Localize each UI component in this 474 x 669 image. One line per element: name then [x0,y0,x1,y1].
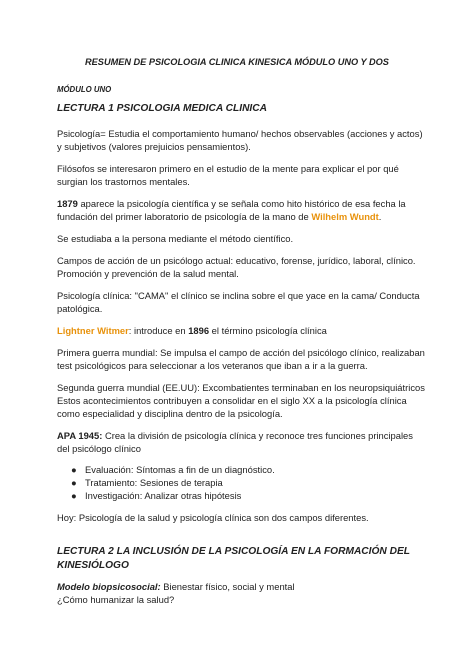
lecture-2-heading: LECTURA 2 LA INCLUSIÓN DE LA PSICOLOGÍA EN LA FORMACIÓN DEL KINESIÓLOGO [57,546,410,571]
list-item-text: Investigación: Analizar otras hipótesis [85,490,242,501]
list-item [57,463,427,476]
bullet-icon: ● [71,464,77,475]
functions-list [57,463,427,502]
modelo-text: Bienestar físico, social y mental [160,581,295,592]
apa-text: Crea la división de psicología clínica y reconoce tres funciones principales del psicólogo clínico [57,430,413,454]
lecture-1-heading: LECTURA 1 PSICOLOGIA MEDICA CLINICA [57,103,267,114]
paragraph-primera-guerra: Primera guerra mundial: Se impulsa el campo de acción del psicólogo clínico, realizaban test psicológicos para seleccionar a los veteranos que iban a ir a la guerra. [57,347,425,371]
year-1896: 1896 [188,325,210,336]
paragraph-metodo: Se estudiaba a la persona mediante el método científico. [57,233,294,244]
paragraph-apa [57,429,427,455]
paragraph-hoy: Hoy: Psicología de la salud y psicología clínica son dos campos diferentes. [57,512,369,523]
paragraph-campos: Campos de acción de un psicólogo actual: educativo, forense, jurídico, laboral, clínico. Promoción y prevención de la salud mental. [57,255,416,279]
module-label: MÓDULO UNO [57,85,112,94]
witmer-name: Lightner Witmer [57,325,129,336]
paragraph-1879-end: . [378,211,382,222]
list-item [57,476,427,489]
paragraph-1879-text: aparece la psicología científica y se señala como hito histórico de esa fecha la fundación del primer laboratorio de psicología de la mano de [57,198,406,222]
bullet-icon: ● [71,477,77,488]
paragraph-witmer [57,324,427,337]
year-1879: 1879 [57,198,78,209]
paragraph-humanizar: ¿Cómo humanizar la salud? [57,594,175,605]
paragraph-modelo [57,580,427,593]
list-item-text: Evaluación: Síntomas a fin de un diagnóstico. [85,464,275,475]
paragraph-psicologia: Psicología= Estudia el comportamiento humano/ hechos observables (acciones y actos) y subjetivos (valores prejuicios pensamientos). [57,128,423,152]
witmer-mid: : introduce en [128,325,189,336]
modelo-label: Modelo biopsicosocial: [57,581,161,592]
wundt-name: Wilhelm Wundt [311,211,379,222]
paragraph-1879 [57,197,427,223]
document-title: RESUMEN DE PSICOLOGIA CLINICA KINESICA MÓDULO UNO Y DOS [85,57,389,67]
list-item-text: Tratamiento: Sesiones de terapia [85,477,223,488]
paragraph-cama: Psicología clínica: "CAMA" el clínico se inclina sobre el que yace en la cama/ Conducta patológica. [57,290,420,314]
list-item [57,489,427,502]
witmer-end: el término psicología clínica [209,325,327,336]
apa-label: APA 1945: [57,430,103,441]
bullet-icon: ● [71,490,77,501]
paragraph-filosofos: Filósofos se interesaron primero en el estudio de la mente para explicar el por qué surgian los trastornos mentales. [57,163,399,187]
paragraph-segunda-guerra: Segunda guerra mundial (EE.UU): Excombatientes terminaban en los neuropsiquiátricos Estos acontecimientos contribuyen a consolidar en el siglo XX a la psicología clínica como especialidad y disciplina dentro de la psicología. [57,382,425,419]
